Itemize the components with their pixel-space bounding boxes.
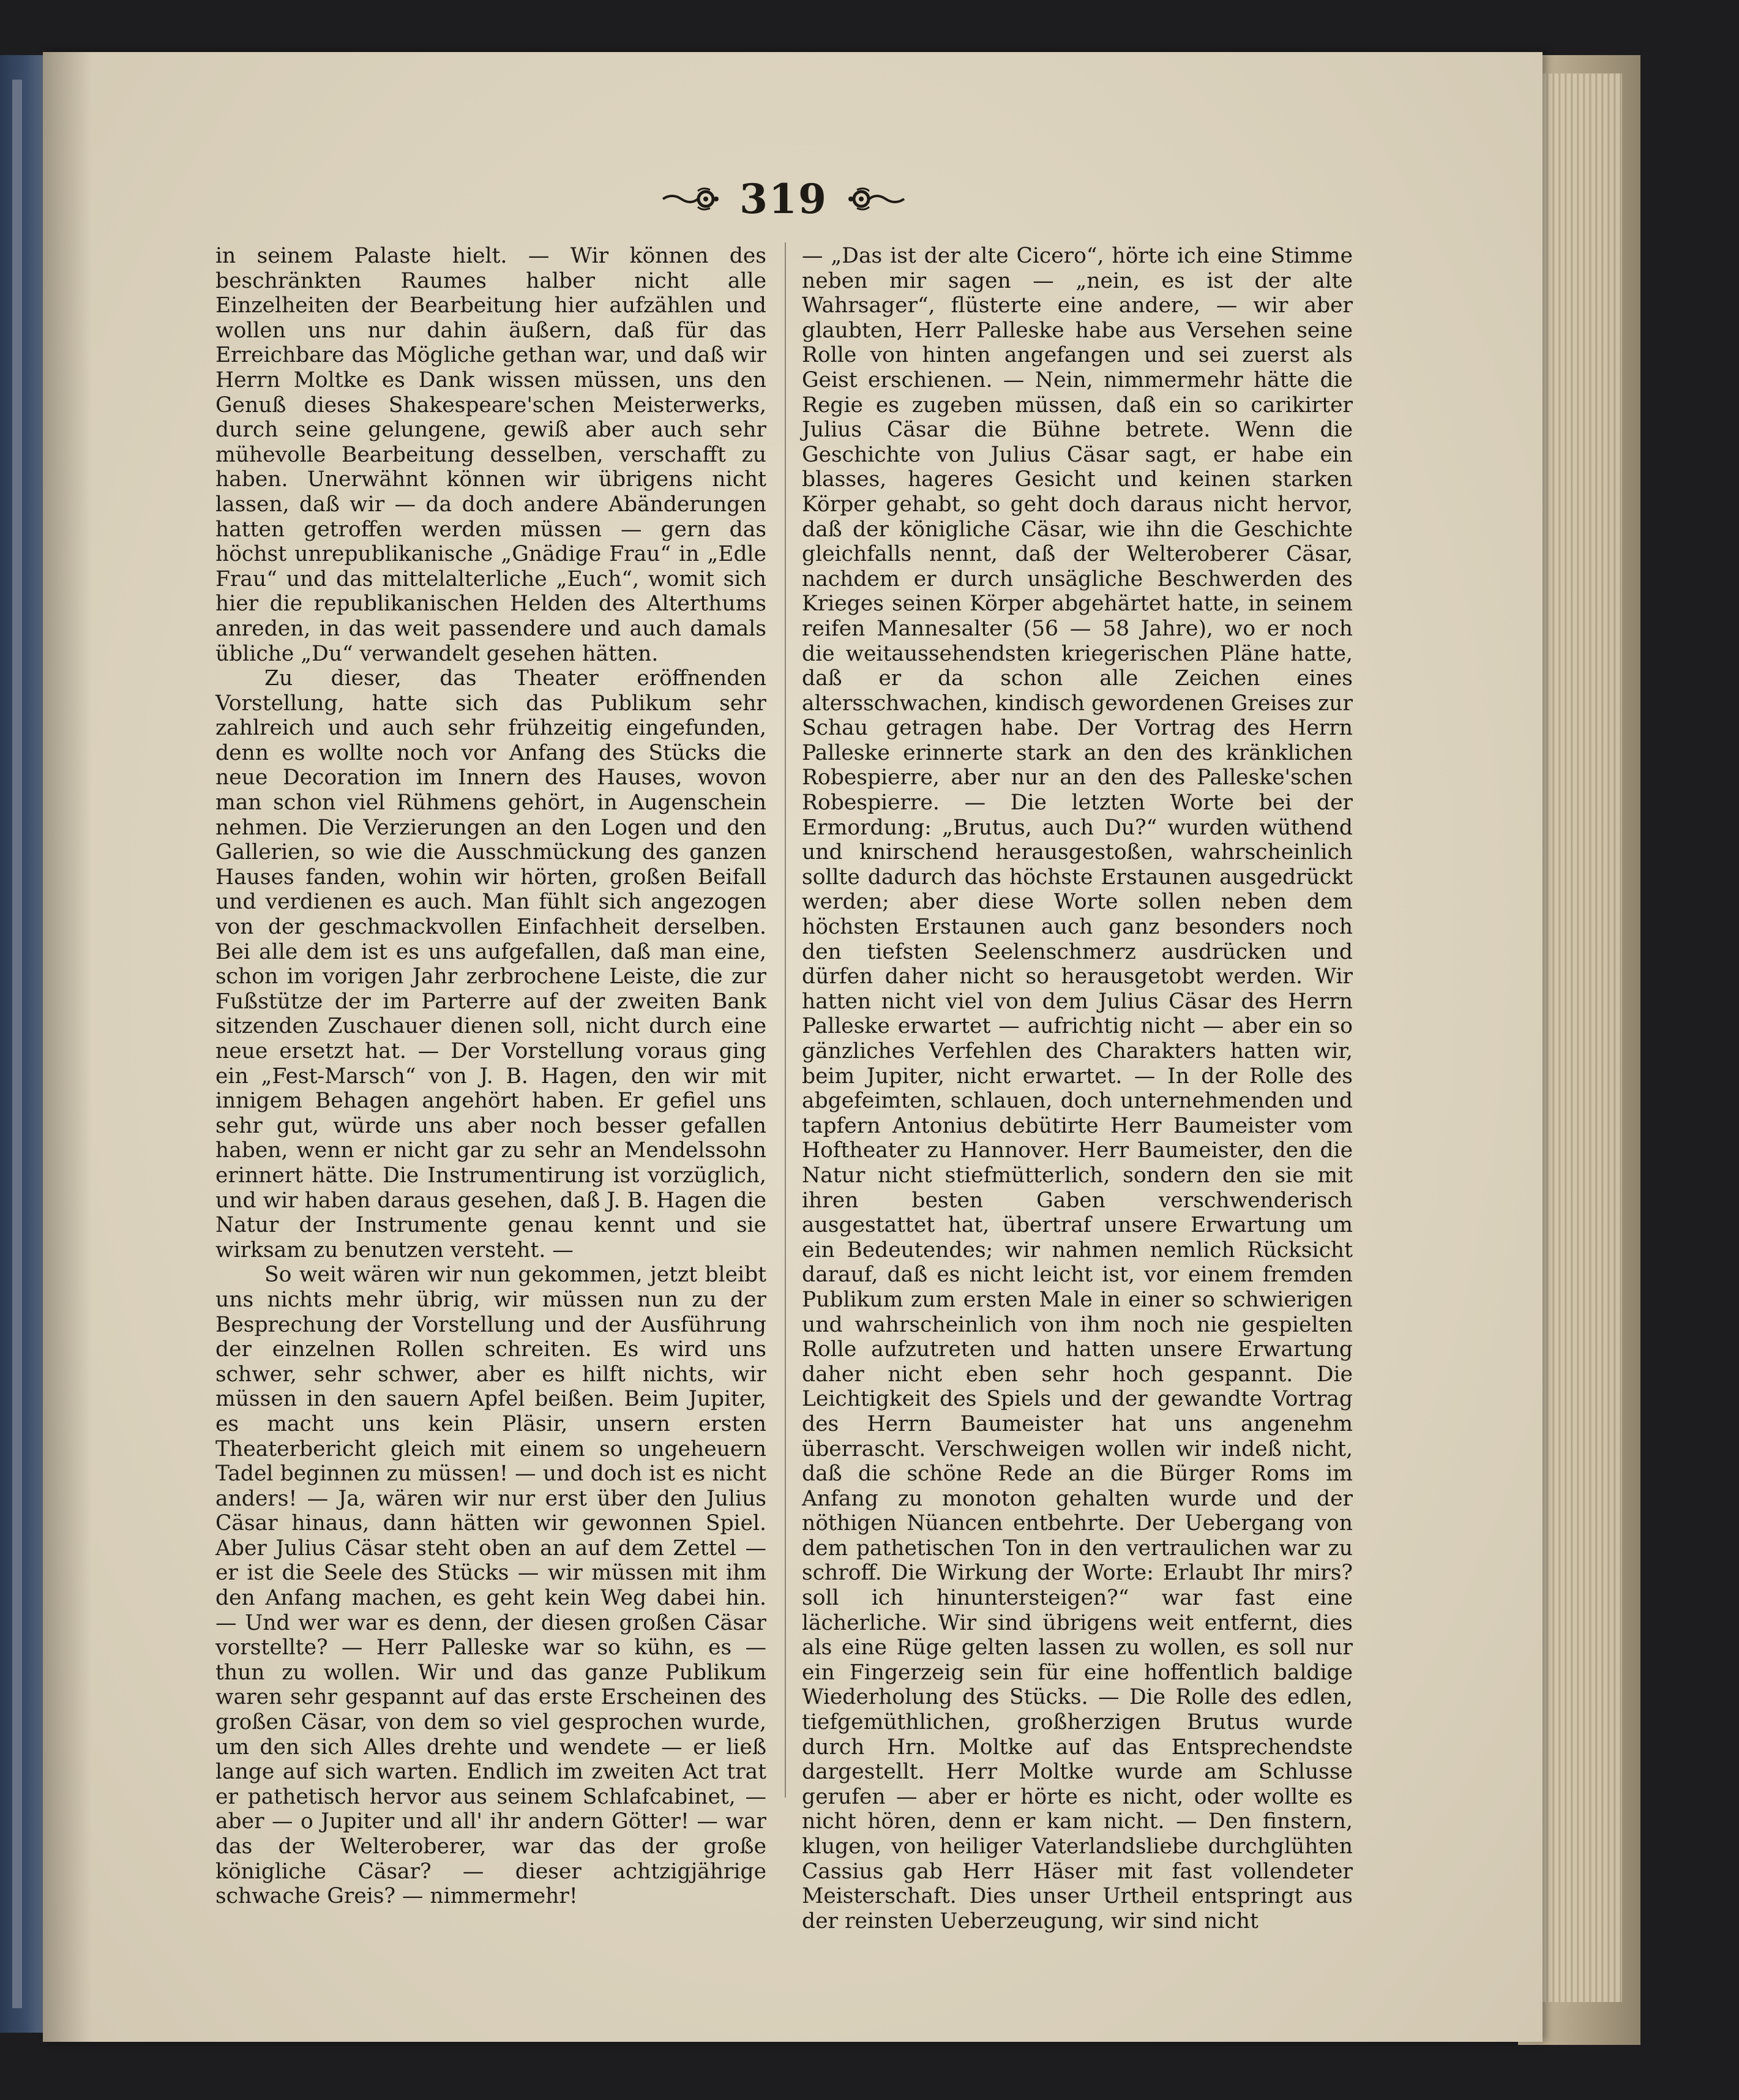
book-binding-strip — [12, 80, 22, 2008]
left-column — [215, 244, 766, 1909]
right-ornament-icon — [846, 184, 907, 214]
paragraph: — „Das ist der alte Cicero“, hörte ich eine Stimme neben mir sagen — „nein, es ist der alte Wahrsager“, flüsterte eine andere, — wir aber glaubten, Herr Palleske habe aus Versehen seine Rolle von hinten angefangen und sei zuerst als Geist erschienen. — Nein, nimmermehr hätte die Regie es zugeben müssen, daß ein so carikirter Julius Cäsar die Bühne betrete. Wenn die Geschichte von Julius Cäsar sagt, er habe ein blasses, hageres Gesicht und keinen starken Körper gehabt, so geht doch daraus nicht hervor, daß der königliche Cäsar, wie ihn die Geschichte gleichfalls nennt, daß der Welteroberer Cäsar, nachdem er durch unsägliche Beschwerden des Krieges seinen Körper abgehärtet hatte, in seinem reifen Mannesalter (56 — 58 Jahre), wo er noch die weitaussehendsten kriegerischen Pläne hatte, daß er da schon alle Zeichen eines altersschwachen, kindisch gewordenen Greises zur Schau getragen habe. Der Vortrag des Herrn Palleske erinnerte stark an den des kränklichen Robespierre, aber nur an den des Palleske'schen Robespierre. — Die letzten Worte bei der Ermordung: „Brutus, auch Du?“ wurden wüthend und knirschend herausgestoßen, wahrscheinlich sollte dadurch das höchste Erstaunen ausgedrückt werden; aber diese Worte sollen neben dem höchsten Erstaunen auch ganz besonders noch den tiefsten Seelenschmerz ausdrücken und dürfen daher nicht so herausgetobt werden. Wir hatten nicht viel von dem Julius Cäsar des Herrn Palleske erwartet — aufrichtig nicht — aber ein so gänzliches Verfehlen des Charakters hatten wir, beim Jupiter, nicht erwartet. — In der Rolle des abgefeimten, schlauen, doch unternehmenden und tapfern Antonius debütirte Herr Baumeister vom Hoftheater zu Hannover. Herr Baumeister, den die Natur nicht stiefmütterlich, sondern den sie mit ihren besten Gaben verschwenderisch ausgestattet hat, übertraf unsere Erwartung um ein Bedeutendes; wir nahmen nemlich Rücksicht darauf, daß es nicht leicht ist, vor einem fremden Publikum zum ersten Male in einer so schwierigen und wahrscheinlich von ihm noch nie gespielten Rolle aufzutreten und hatten unsere Erwartung daher nicht eben sehr hoch gespannt. Die Leichtigkeit des Spiels und der gewandte Vortrag des Herrn Baumeister hat uns angenehm überrascht. Verschweigen wollen wir indeß nicht, daß die schöne Rede an die Bürger Roms im Anfang zu monoton gehalten wurde und der nöthigen Nüancen entbehrte. Der Uebergang von dem pathetischen Ton in den vertraulichen war zu schroff. Die Wirkung der Worte: Erlaubt Ihr mirs? soll ich hinuntersteigen?“ war fast eine lächerliche. Wir sind übrigens weit entfernt, dies als eine Rüge gelten lassen zu wollen, es soll nur ein Fingerzeig sein für eine hoffentlich baldige Wiederholung des Stücks. — Die Rolle des edlen, tiefgemüthlichen, großherzigen Brutus wurde durch Hrn. Moltke auf das Entsprechendste dargestellt. Herr Moltke wurde am Schlusse gerufen — aber er hörte es nicht, oder wollte es nicht hören, denn er kam nicht. — Den finstern, klugen, von heiliger Vaterlandsliebe durchglühten Cassius gab Herr Häser mit fast vollendeter Meisterschaft. Dies unser Urtheil entspringt aus der reinsten Ueberzeugung, wir sind nicht — [802, 244, 1353, 1933]
left-ornament-icon — [660, 184, 721, 214]
page-number: 319 — [739, 175, 828, 223]
gutter-shadow — [43, 52, 92, 2042]
paragraph: in seinem Palaste hielt. — Wir können des beschränkten Raumes halber nicht alle Einzelheiten der Bearbeitung hier aufzählen und wollen uns nur dahin äußern, daß für das Erreichbare das Mögliche gethan war, und daß wir Herrn Moltke es Dank wissen müssen, uns den Genuß dieses Shakespeare'schen Meisterwerks, durch seine gelungene, gewiß aber auch sehr mühevolle Bearbeitung desselben, verschafft zu haben. Unerwähnt können wir übrigens nicht lassen, daß wir — da doch andere Abänderungen hatten getroffen werden müssen — gern das höchst unrepublikanische „Gnädige Frau“ in „Edle Frau“ und das mittelalterliche „Euch“, womit sich hier die republikanischen Helden des Alterthums anreden, in das weit passendere und auch damals übliche „Du“ verwandelt gesehen hätten. — [215, 244, 766, 666]
paragraph: So weit wären wir nun gekommen, jetzt bleibt uns nichts mehr übrig, wir müssen nun zu der Besprechung der Vorstellung und der Ausführung der einzelnen Rollen schreiten. Es wird uns schwer, sehr schwer, aber es hilft nichts, wir müssen in den sauern Apfel beißen. Beim Jupiter, es macht uns kein Pläsir, unsern ersten Theaterbericht gleich mit einem so ungeheuern Tadel beginnen zu müssen! — und doch ist es nicht anders! — Ja, wären wir nur erst über den Julius Cäsar hinaus, dann hätten wir gewonnen Spiel. Aber Julius Cäsar steht oben an auf dem Zettel — er ist die Seele des Stücks — wir müssen mit ihm den Anfang machen, es geht kein Weg dabei hin. — Und wer war es denn, der diesen großen Cäsar vorstellte? — Herr Palleske war so kühn, es — thun zu wollen. Wir und das ganze Publikum waren sehr gespannt auf das erste Erscheinen des großen Cäsar, von dem so viel gesprochen wurde, um den sich Alles drehte und wendete — er ließ lange auf sich warten. Endlich im zweiten Act trat er pathetisch hervor aus seinem Schlafcabinet, — aber — o Jupiter und all' ihr andern Götter! — war das der Welteroberer, war das der große königliche Cäsar? — dieser achtzigjährige schwache Greis? — nimmermehr! — [215, 1262, 766, 1909]
column-divider — [785, 242, 786, 1798]
paragraph: Zu dieser, das Theater eröffnenden Vorstellung, hatte sich das Publikum sehr zahlreich und auch sehr frühzeitig eingefunden, denn es wollte noch vor Anfang des Stücks die neue Decoration im Innern des Hauses, wovon man schon viel Rühmens gehört, in Augenschein nehmen. Die Verzierungen an den Logen und den Gallerien, so wie die Ausschmückung des ganzen Hauses fanden, wohin wir hörten, großen Beifall und verdienen es auch. Man fühlt sich angezogen von der geschmackvollen Einfachheit derselben. Bei alle dem ist es uns aufgefallen, daß man eine, schon im vorigen Jahr zerbrochene Leiste, die zur Fußstütze der im Parterre auf der zweiten Bank sitzenden Zuschauer dienen soll, nicht durch eine neue ersetzt hat. — Der Vorstellung voraus ging ein „Fest-Marsch“ von J. B. Hagen, den wir mit innigem Behagen angehört haben. Er gefiel uns sehr gut, würde uns aber noch besser gefallen haben, wenn er nicht gar zu sehr an Mendelssohn erinnert hätte. Die Instrumentirung ist vorzüglich, und wir haben daraus gesehen, daß J. B. Hagen die Natur der Instrumente genau kennt und sie wirksam zu benutzen versteht. — — [215, 666, 766, 1262]
right-column — [802, 244, 1353, 1933]
page-header — [637, 171, 930, 227]
page-edges — [1530, 73, 1622, 2002]
